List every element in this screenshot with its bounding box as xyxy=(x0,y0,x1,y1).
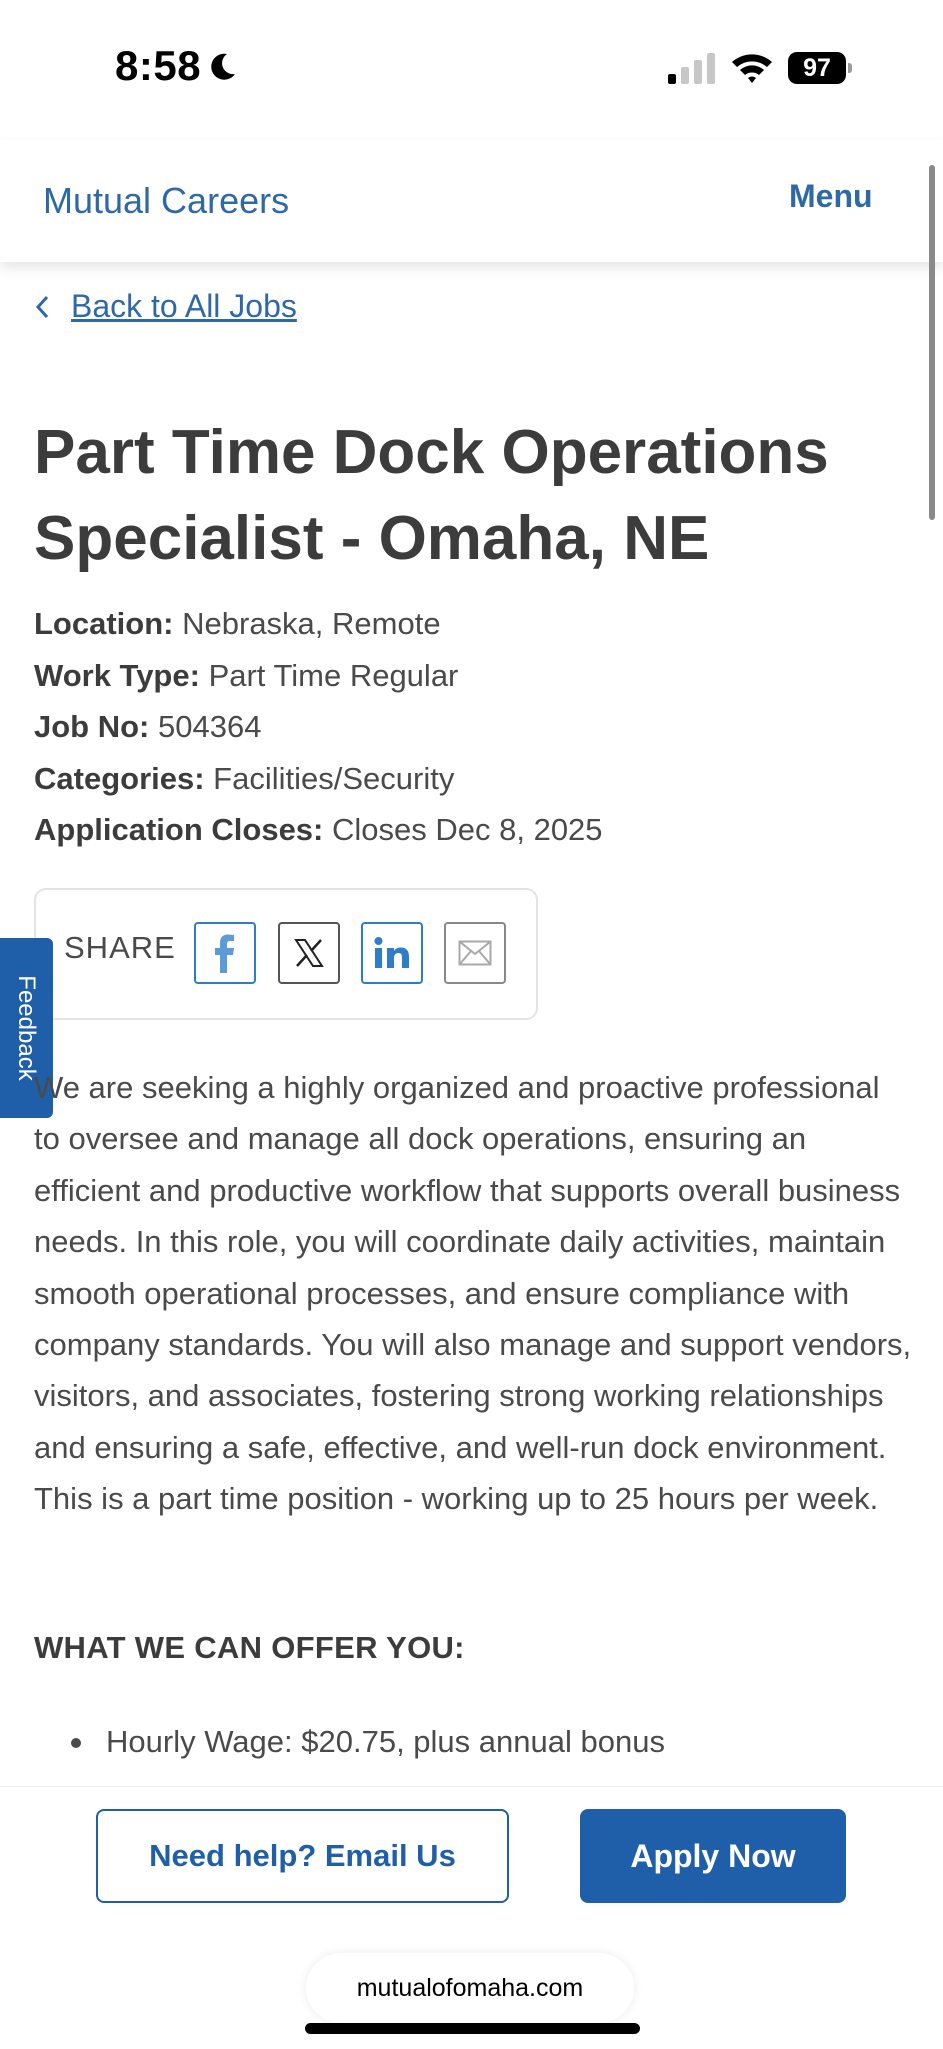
job-title: Part Time Dock Operations Specialist - Omaha, NE xyxy=(34,418,829,573)
signal-icon xyxy=(668,52,716,84)
linkedin-icon xyxy=(373,936,411,970)
chevron-left-icon xyxy=(33,294,53,320)
meta-application-closes: Application Closes: Closes Dec 8, 2025 xyxy=(34,812,603,848)
site-header xyxy=(0,140,943,262)
menu-button[interactable]: Menu xyxy=(789,178,873,214)
email-us-button[interactable]: Need help? Email Us xyxy=(96,1809,509,1903)
moon-icon xyxy=(207,52,237,82)
status-bar xyxy=(0,0,943,140)
share-facebook-button[interactable] xyxy=(194,922,256,984)
status-time: 8:58 xyxy=(115,42,202,89)
benefits-list xyxy=(106,1716,886,1767)
job-description: We are seeking a highly organized and proactive professional to oversee and manage all dock operations, ensuring an efficient and productive workflow that supports overall business needs. In this role, you will coordinate daily activities, maintain smooth operational processes, and ensure compliance with company standards. You will also manage and support vendors, visitors, and associates, fostering strong working relationships and ensuring a safe, effective, and well-run dock environment. This is a part time position - working up to 25 hours per week. xyxy=(34,1070,912,1517)
meta-location: Location: Nebraska, Remote xyxy=(34,606,441,641)
share-linkedin-button[interactable] xyxy=(361,922,423,984)
share-label: SHARE xyxy=(64,930,176,965)
browser-url-bar[interactable]: mutualofomaha.com xyxy=(306,1953,634,2023)
facebook-icon xyxy=(208,933,242,973)
back-link-label[interactable]: Back to All Jobs xyxy=(71,288,297,324)
share-email-button[interactable] xyxy=(444,922,506,984)
wifi-icon xyxy=(730,50,774,84)
home-indicator[interactable] xyxy=(305,2023,640,2034)
bottom-action-bar xyxy=(0,1786,943,2049)
share-box xyxy=(34,888,538,1020)
feedback-label: Feedback xyxy=(13,975,40,1081)
list-item: Hourly Wage: $20.75, plus annual bonus xyxy=(106,1716,886,1767)
meta-job-no: Job No: 504364 xyxy=(34,709,262,745)
meta-categories: Categories: Facilities/Security xyxy=(34,760,455,796)
offer-heading: WHAT WE CAN OFFER YOU: xyxy=(34,1630,465,1665)
meta-work-type: Work Type: Part Time Regular xyxy=(34,657,459,693)
battery-icon xyxy=(788,52,852,84)
brand-logo-text[interactable]: Mutual Careers xyxy=(43,180,290,221)
email-icon xyxy=(458,940,492,966)
x-icon xyxy=(294,938,324,968)
apply-now-button[interactable]: Apply Now xyxy=(580,1809,846,1903)
scrollbar[interactable] xyxy=(929,165,935,520)
back-to-jobs-link[interactable] xyxy=(33,288,297,325)
share-x-button[interactable] xyxy=(278,922,340,984)
job-meta xyxy=(34,598,603,856)
battery-level: 97 xyxy=(788,52,846,84)
